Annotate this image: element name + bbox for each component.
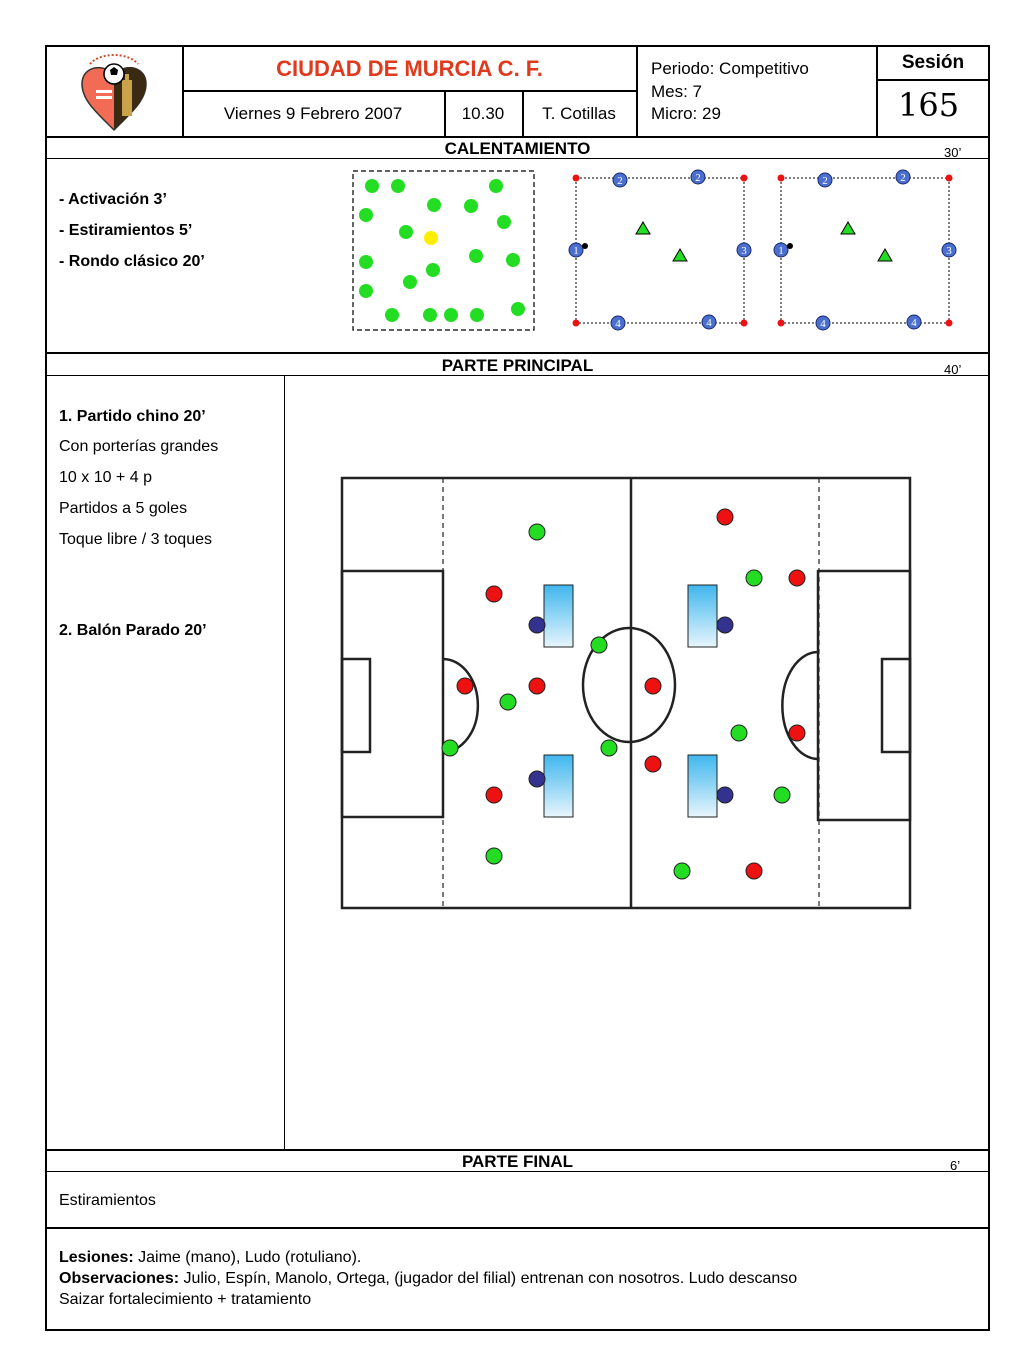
rondo-label: 1: [778, 245, 784, 257]
injuries-line: [59, 1249, 361, 1267]
pitch-diagram: [336, 472, 918, 916]
warmup-item: - Rondo clásico 20’: [59, 253, 205, 270]
session-time: 10.30: [461, 104, 505, 123]
rondo-label: 2: [617, 175, 623, 187]
rondo-label: 4: [820, 318, 826, 330]
player-markers: [359, 179, 525, 322]
micro-cycle: Micro: 29: [651, 104, 721, 123]
exercise-1-detail: Toque libre / 3 toques: [59, 531, 212, 548]
rondo-label: 1: [573, 245, 579, 257]
session-number: 165: [898, 86, 960, 124]
observations-label: Observaciones:: [59, 1270, 180, 1287]
rondo-label: 2: [822, 175, 828, 187]
exercise-1-title: 1. Partido chino 20’: [59, 408, 206, 425]
activation-diagram: [350, 168, 540, 334]
main-duration: 40’: [944, 362, 962, 377]
final-text: Estiramientos: [59, 1192, 156, 1209]
divider: [45, 352, 990, 354]
rondo-label: 2: [695, 172, 701, 184]
month: Mes: 7: [651, 82, 703, 101]
rondo-label: 3: [946, 245, 952, 257]
coach-name: T. Cotillas: [542, 104, 616, 123]
divider: [876, 79, 990, 81]
session-date: Viernes 9 Febrero 2007: [223, 104, 403, 123]
rondo-label: 2: [900, 172, 906, 184]
warmup-duration: 30’: [944, 145, 962, 160]
club-name: CIUDAD DE MURCIA C. F.: [276, 56, 543, 81]
exercise-2-title: 2. Balón Parado 20’: [59, 622, 207, 639]
injuries-label: Lesiones:: [59, 1249, 134, 1266]
exercise-1-detail: Partidos a 5 goles: [59, 500, 188, 517]
injuries-text: Jaime (mano), Ludo (rotuliano).: [133, 1249, 362, 1266]
observations-text: Julio, Espín, Manolo, Ortega, (jugador del filial) entrenan con nosotros. Ludo descanso: [179, 1270, 798, 1287]
yellow-player-marker: [424, 231, 438, 245]
final-title: PARTE FINAL: [461, 1152, 574, 1171]
divider: [45, 136, 990, 138]
rondo-diagrams: [566, 168, 962, 334]
divider: [45, 1227, 990, 1229]
divider: [182, 90, 637, 92]
exercise-1-detail: 10 x 10 + 4 p: [59, 469, 152, 486]
rondo-label: 4: [615, 318, 621, 330]
exercise-1-detail: Con porterías grandes: [59, 438, 219, 455]
rondo-label: 3: [741, 245, 747, 257]
rondo-label: 4: [706, 317, 712, 329]
final-duration: 6’: [950, 1158, 961, 1173]
rondo-label: 4: [911, 317, 917, 329]
warmup-item: - Estiramientos 5’: [59, 222, 193, 239]
divider: [45, 1149, 990, 1151]
divider: [284, 375, 285, 1149]
observations-line: [59, 1270, 797, 1288]
warmup-item: - Activación 3’: [59, 191, 167, 208]
warmup-title: CALENTAMIENTO: [444, 139, 591, 158]
session-label: Sesión: [901, 52, 965, 73]
club-logo: [76, 50, 152, 136]
main-title: PARTE PRINCIPAL: [441, 356, 594, 375]
period: Periodo: Competitivo: [651, 59, 809, 78]
observations-line-2: Saizar fortalecimiento + tratamiento: [59, 1291, 312, 1308]
